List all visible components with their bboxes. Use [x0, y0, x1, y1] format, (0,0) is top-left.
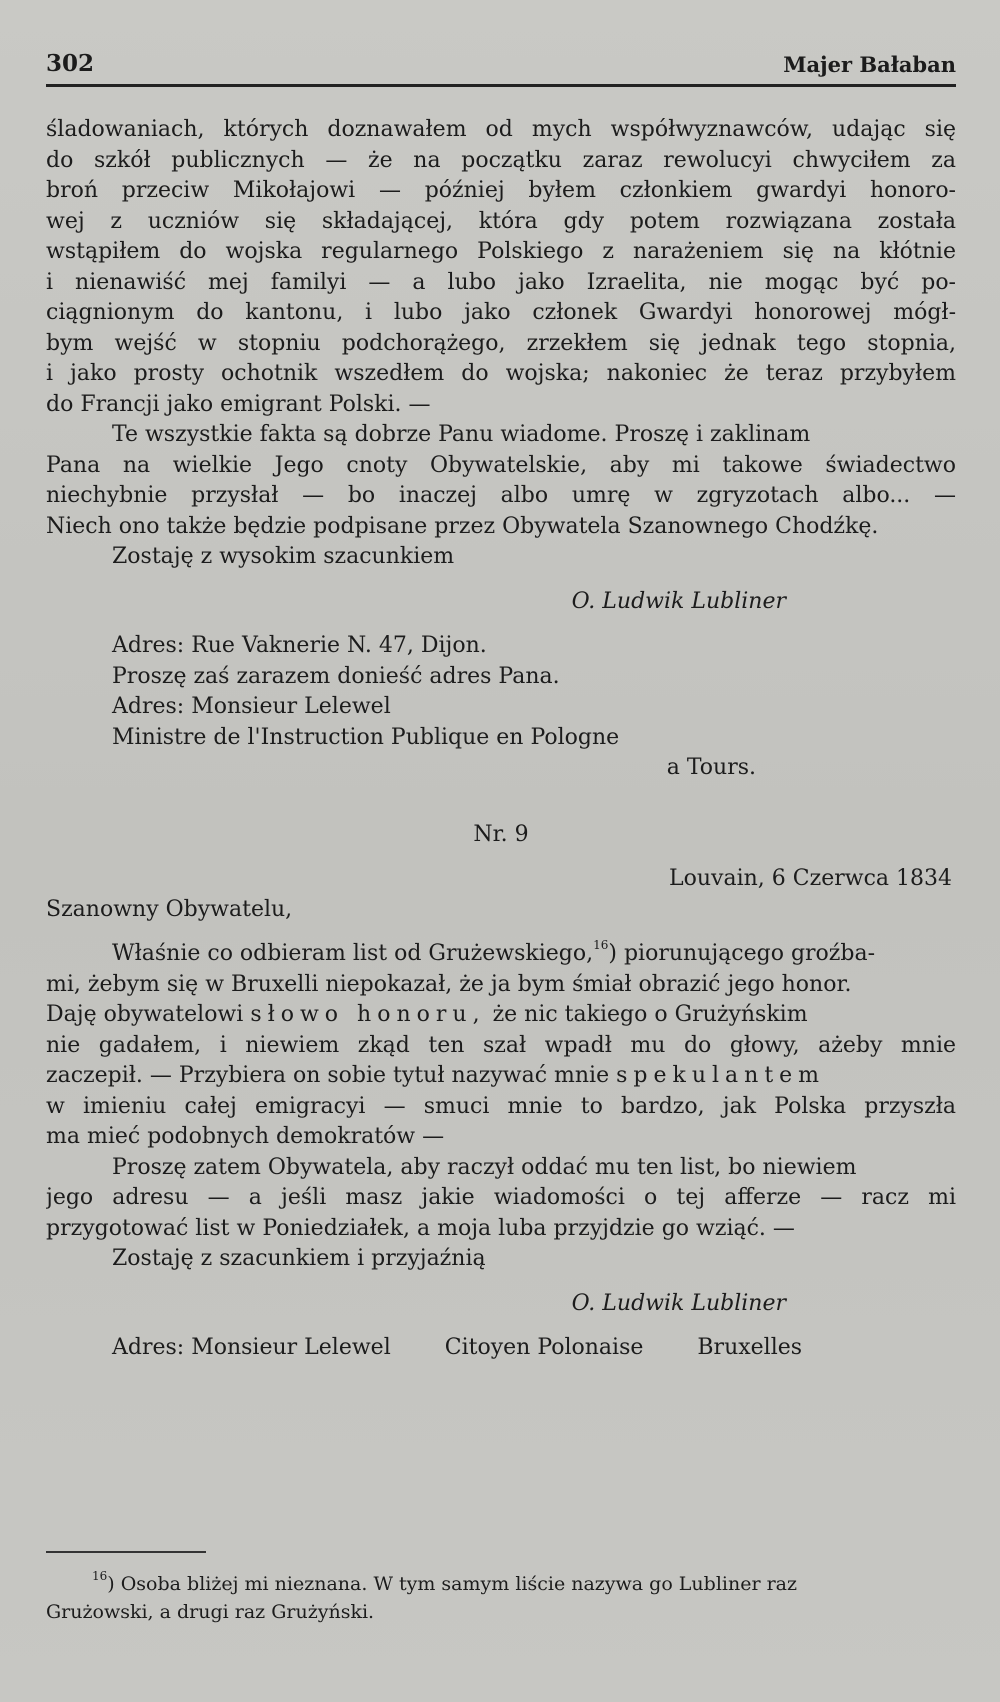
running-head: Majer Bałaban [783, 52, 956, 77]
footnote [46, 1570, 956, 1626]
text-segment: Daję obywatelowi [46, 1002, 244, 1027]
text-line: i nienawiść mej familyi — a lubo jako Izraelita, nie mogąc być po- [46, 269, 956, 295]
text-line: bym wejść w stopniu podchorążego, zrzekłem się jednak tego stopnia, [46, 330, 956, 356]
text-segment: ) piorunującego groźba- [608, 941, 876, 966]
address-line [46, 1333, 956, 1364]
footnote-line: Grużowski, a drugi raz Grużyński. [46, 1601, 375, 1623]
signature: O. Ludwik Lubliner [571, 1290, 786, 1316]
footnote-text: ) Osoba bliżej mi nieznana. W tym samym liście nazywa go Lubliner raz [107, 1573, 797, 1595]
text-line: śladowaniach, których doznawałem od mych współwyznawców, udając się [46, 117, 956, 142]
text-segment: Właśnie co odbieram list od Grużewskiego, [112, 941, 594, 966]
text-line: Niech ono także będzie podpisane przez Obywatela Szanownego Chodźkę. [46, 513, 879, 539]
address-city: a Tours. [666, 755, 756, 780]
salutation: Szanowny Obywatelu, [46, 896, 293, 922]
text-line: do szkół publicznych — że na początku zaraz rewolucyi chwyciłem za [46, 147, 956, 173]
header-rule [46, 84, 956, 87]
text-line [46, 1061, 956, 1092]
closing-line: Zostaję z wysokim szacunkiem [112, 544, 455, 569]
text-line: wej z uczniów się składającej, która gdy potem rozwiązana została [46, 208, 956, 234]
text-line: Pana na wielkie Jego cnoty Obywatelskie, aby mi takowe świadectwo [46, 452, 956, 478]
text-line: niechybnie przysłał — bo inaczej albo umrę w zgryzotach albo... — [46, 483, 956, 508]
text-line: mi, żebym się w Bruxelli niepokazał, że ja bym śmiał obrazić jego honor. [46, 971, 852, 997]
text-line: przygotować list w Poniedziałek, a moja luba przyjdzie go wziąć. — [46, 1215, 795, 1241]
text-line: Te wszystkie fakta są dobrze Panu wiadome. Proszę i zaklinam [112, 422, 811, 447]
text-line: w imieniu całej emigracyi — smuci mnie to bardzo, jak Polska przyszła [46, 1093, 956, 1119]
letter-number: Nr. 9 [473, 821, 529, 847]
text-line: broń przeciw Mikołajowi — później byłem członkiem gwardyi honoro- [46, 178, 956, 203]
footnote-rule [46, 1551, 206, 1553]
spaced-phrase: spekulantem [616, 1063, 826, 1088]
text-line: jego adresu — a jeśli masz jakie wiadomości o tej afferze — racz mi [46, 1185, 956, 1210]
text-line: nie gadałem, i niewiem zkąd ten szał wpadł mu do głowy, ażeby mnie [46, 1032, 956, 1058]
text-line [46, 1000, 956, 1031]
text-line: wstąpiłem do wojska regularnego Polskiego z narażeniem się na kłótnie [46, 239, 956, 264]
text-line: Proszę zatem Obywatela, aby raczył oddać mu ten list, bo niewiem [112, 1154, 857, 1180]
signature: O. Ludwik Lubliner [571, 588, 786, 614]
address-line: Proszę zaś zarazem donieść adres Pana. [112, 663, 560, 689]
page-number: 302 [46, 50, 95, 77]
text-segment: zaczepił. — Przybiera on sobie tytuł nazywać mnie [46, 1063, 610, 1088]
address-line: Adres: Rue Vaknerie N. 47, Dijon. [112, 633, 487, 658]
text-line: ma mieć podobnych demokratów — [46, 1124, 445, 1149]
address-label: Adres: Monsieur Lelewel [112, 1335, 391, 1360]
text-line: i jako prosty ochotnik wszedłem do wojska; nakoniec że teraz przybyłem [46, 361, 956, 386]
letter-date: Louvain, 6 Czerwca 1834 [669, 866, 952, 891]
page-header [46, 50, 956, 90]
address-city: Bruxelles [697, 1335, 803, 1360]
footnote-marker: 16 [92, 1570, 108, 1583]
text-line [46, 939, 956, 970]
spaced-phrase: słowo honoru, [250, 1002, 486, 1027]
closing-line: Zostaję z szacunkiem i przyjaźnią [112, 1246, 486, 1271]
footnote-line [46, 1570, 956, 1598]
text-segment: że nic takiego o Grużyńskim [492, 1002, 808, 1027]
text-line: do Francji jako emigrant Polski. — [46, 391, 431, 417]
footnote-ref: 16 [593, 939, 609, 952]
text-line: ciągnionym do kantonu, i lubo jako członek Gwardyi honorowej mógł- [46, 300, 956, 325]
address-mid: Citoyen Polonaise [444, 1335, 644, 1360]
address-line: Ministre de l'Instruction Publique en Pologne [112, 724, 620, 750]
page-body [46, 115, 956, 1364]
address-line: Adres: Monsieur Lelewel [112, 694, 391, 719]
